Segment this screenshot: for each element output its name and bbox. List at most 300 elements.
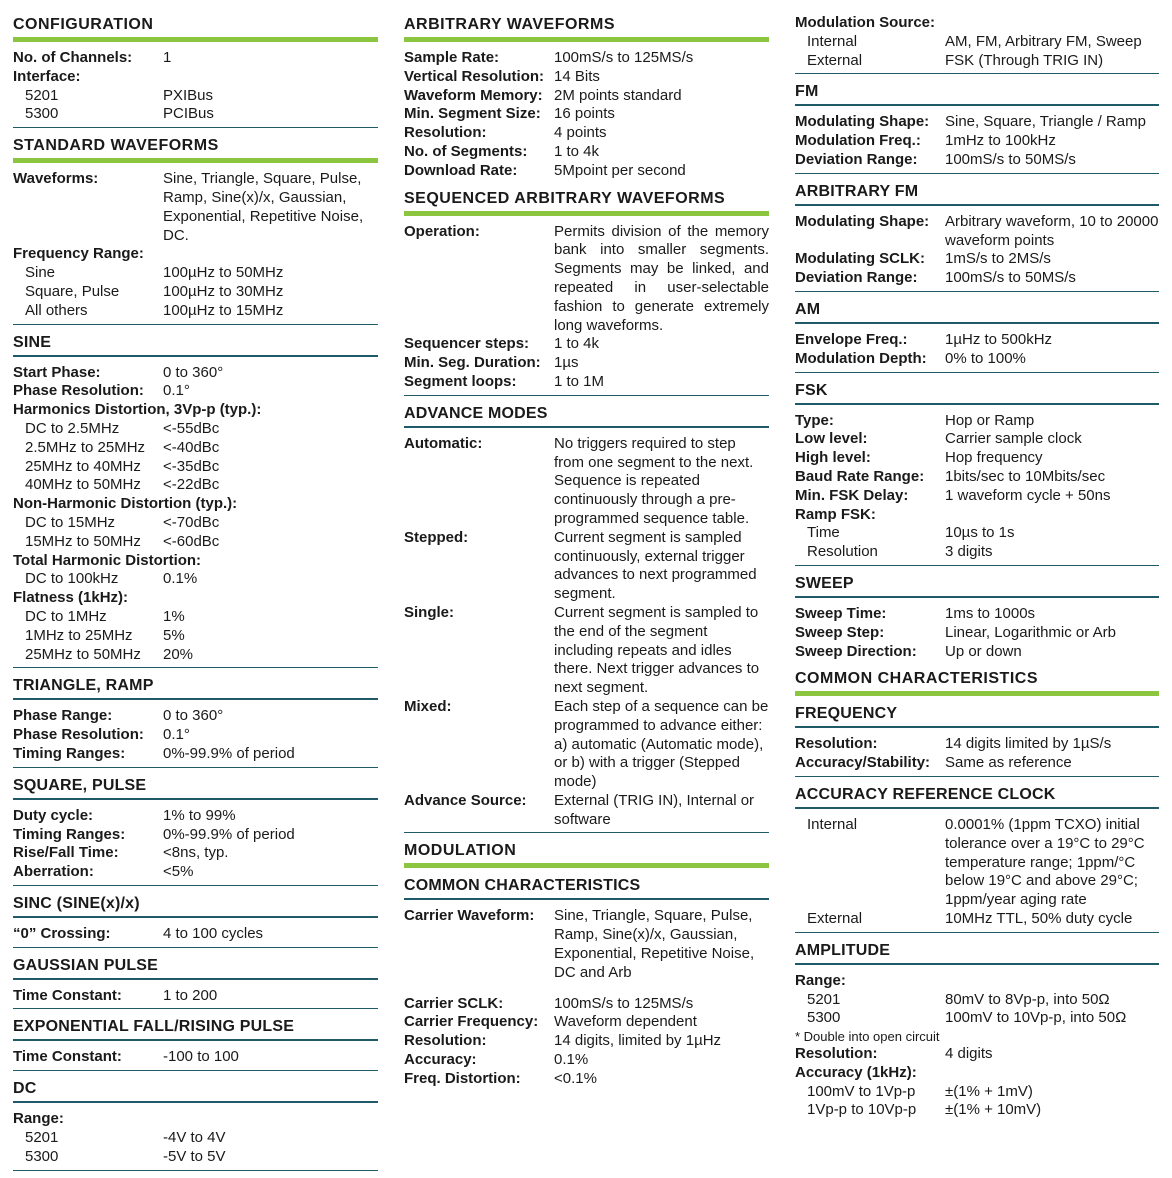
column-3 [795, 14, 1159, 1127]
spec-label: Sequencer steps: [404, 335, 530, 353]
spec-sublabel: 5201 [25, 86, 59, 104]
spec-value: <-40dBc [163, 438, 220, 456]
section-divider [795, 173, 1159, 174]
spec-row [13, 458, 378, 477]
spec-row [13, 87, 378, 106]
spec-sublabel: Square, Pulse [25, 282, 120, 300]
section-dc [13, 1078, 378, 1170]
teal-divider [13, 978, 378, 980]
spec-value: 100µHz to 50MHz [163, 264, 284, 282]
section-frequency [795, 703, 1159, 777]
spec-value: 1ms to 1000s [945, 604, 1036, 622]
spec-row [13, 170, 378, 245]
section-square-pulse [13, 775, 378, 886]
spec-value: 5Mpoint per second [554, 161, 686, 179]
spec-value: 100mV to 10Vp-p, into 50Ω [945, 1009, 1127, 1027]
spec-row [13, 1048, 378, 1067]
spec-value: -100 to 100 [163, 1048, 239, 1066]
spec-value: 1 to 200 [163, 986, 218, 1004]
spec-row [795, 643, 1159, 662]
spec-label: Mixed: [404, 697, 452, 715]
spec-value: 0% to 100% [945, 349, 1026, 367]
spec-value: Up or down [945, 642, 1022, 660]
spec-row [404, 49, 769, 68]
spec-row [795, 468, 1159, 487]
section-title: FREQUENCY [795, 705, 898, 723]
spec-label: Baud Rate Range: [795, 467, 925, 485]
spec-row [404, 373, 769, 392]
spec-label: Start Phase: [13, 363, 101, 381]
spec-value: <0.1% [554, 1069, 597, 1087]
spec-heading: Harmonics Distortion, 3Vp-p (typ.): [13, 401, 262, 419]
spec-value [163, 68, 378, 87]
spec-value: 100mS/s to 125MS/s [554, 994, 694, 1012]
teal-divider [13, 916, 378, 918]
spec-sublabel: Sine [25, 264, 56, 282]
section-divider [795, 372, 1159, 373]
spec-value: 1 to 1M [554, 372, 605, 390]
spec-label: Min. FSK Delay: [795, 486, 909, 504]
spec-value: Sine, Triangle, Square, Pulse, Ramp, Sine(x)/x, Gaussian, Exponential, Repetitive Noise, DC. [163, 170, 364, 244]
spec-row [795, 269, 1159, 288]
spec-label: Automatic: [404, 434, 483, 452]
section-divider [404, 832, 769, 833]
spec-row [13, 608, 378, 627]
spec-row [795, 754, 1159, 773]
spec-value: 14 digits, limited by 1µHz [554, 1032, 722, 1050]
section-title: ARBITRARY FM [795, 182, 919, 200]
spec-sublabel: External [807, 51, 863, 69]
spec-row [404, 354, 769, 373]
spec-label: Resolution: [404, 124, 487, 142]
spec-value: 0 to 360° [163, 363, 224, 381]
spec-row [13, 476, 378, 495]
spec-sublabel: 40MHz to 50MHz [25, 476, 141, 494]
spec-row [795, 449, 1159, 468]
spec-label: Modulating Shape: [795, 113, 930, 131]
spec-label: Min. Segment Size: [404, 105, 541, 123]
section-divider [795, 932, 1159, 933]
spec-value: Linear, Logarithmic or Arb [945, 623, 1116, 641]
section-arbitrary-waveforms [404, 14, 769, 181]
spec-value: 10µs to 1s [945, 524, 1015, 542]
spec-value: Current segment is sampled continuously, external trigger advances to next programmed segment. [554, 528, 757, 603]
spec-value: 0.1° [163, 726, 190, 744]
spec-label: Type: [795, 411, 834, 429]
spec-value: 5% [163, 626, 185, 644]
spec-row [13, 807, 378, 826]
spec-value: Waveform dependent [554, 1013, 697, 1031]
spec-value: Hop or Ramp [945, 411, 1035, 429]
spec-row [404, 162, 769, 181]
spec-sublabel: DC to 2.5MHz [25, 419, 120, 437]
spec-label: Low level: [795, 430, 868, 448]
section-divider [13, 1170, 378, 1171]
spec-row [795, 735, 1159, 754]
spec-label: Deviation Range: [795, 269, 918, 287]
spec-sublabel: 25MHz to 50MHz [25, 645, 141, 663]
spec-sublabel: 1Vp-p to 10Vp-p [807, 1101, 917, 1119]
spec-row [795, 624, 1159, 643]
spec-label: Time Constant: [13, 1048, 122, 1066]
green-divider [404, 863, 769, 868]
green-divider [795, 691, 1159, 696]
spec-row [13, 925, 378, 944]
spec-label: Accuracy/Stability: [795, 754, 931, 772]
section-configuration [13, 14, 378, 128]
section-title: FSK [795, 381, 828, 399]
spec-value: 100mS/s to 50MS/s [945, 269, 1076, 287]
spec-label: Carrier Waveform: [404, 907, 535, 925]
spec-row [795, 151, 1159, 170]
spec-row [404, 68, 769, 87]
spec-value: ±(1% + 1mV) [945, 1082, 1033, 1100]
spec-value: 1 to 4k [554, 142, 600, 160]
teal-divider [795, 322, 1159, 324]
section-title: FM [795, 83, 819, 101]
section-divider [404, 395, 769, 396]
spec-label: Carrier SCLK: [404, 994, 504, 1012]
spec-row [13, 987, 378, 1006]
spec-row [404, 792, 769, 830]
spec-value: 0%-99.9% of period [163, 744, 295, 762]
spec-row [404, 105, 769, 124]
spec-label: Resolution: [404, 1032, 487, 1050]
section-title: STANDARD WAVEFORMS [13, 137, 219, 155]
spec-row [795, 213, 1159, 251]
spec-label: No. of Segments: [404, 142, 528, 160]
spec-row [404, 1013, 769, 1032]
spec-label: Timing Ranges: [13, 825, 126, 843]
teal-divider [795, 204, 1159, 206]
spec-row [13, 105, 378, 124]
spec-row [795, 1045, 1159, 1064]
spec-label: Modulating Shape: [795, 212, 930, 230]
section-gaussian-pulse [13, 955, 378, 1010]
spec-label: Advance Source: [404, 791, 527, 809]
spec-row [13, 49, 378, 68]
spec-value: 100µHz to 30MHz [163, 282, 284, 300]
spec-value: 0.1% [163, 570, 198, 588]
column-2 [404, 14, 769, 1096]
spec-heading: Total Harmonic Distortion: [13, 551, 202, 569]
section-title: SINC (SINE(x)/x) [13, 894, 140, 912]
spec-label: High level: [795, 449, 871, 467]
spec-row [795, 331, 1159, 350]
spec-label: Sweep Step: [795, 623, 885, 641]
spec-value: ±(1% + 10mV) [945, 1101, 1042, 1119]
spec-sublabel: Internal [807, 815, 858, 833]
section-divider [795, 565, 1159, 566]
section-title: DC [13, 1080, 37, 1098]
teal-divider [795, 104, 1159, 106]
spec-row [13, 863, 378, 882]
spec-row [795, 605, 1159, 624]
spec-value: 1 waveform cycle + 50ns [945, 486, 1111, 504]
spec-sublabel: DC to 1MHz [25, 607, 107, 625]
spec-sublabel: DC to 100kHz [25, 570, 119, 588]
section-triangle-ramp [13, 675, 378, 767]
spec-sublabel: All others [25, 301, 88, 319]
spec-row [795, 910, 1159, 929]
column-1 [13, 14, 378, 1178]
spec-label: Operation: [404, 222, 480, 240]
green-divider [13, 158, 378, 163]
spec-label: Envelope Freq.: [795, 330, 908, 348]
spec-heading: Accuracy (1kHz): [795, 1063, 917, 1081]
spec-row [795, 816, 1159, 910]
spec-label: Resolution: [795, 1045, 878, 1063]
section-sine [13, 332, 378, 669]
spec-value: Current segment is sampled to the end of the segment including repeats and idles there. Next trigger advances to next segment. [554, 603, 760, 697]
section-arbitrary-fm [795, 181, 1159, 292]
section-divider [13, 1008, 378, 1009]
spec-row [13, 627, 378, 646]
spec-value: 1mS/s to 2MS/s [945, 250, 1051, 268]
section-title: AM [795, 300, 821, 318]
section-title: SEQUENCED ARBITRARY WAVEFORMS [404, 189, 726, 207]
spec-value: -4V to 4V [163, 1129, 226, 1147]
section-title: Modulation Source: [795, 14, 935, 31]
spec-heading: Non-Harmonic Distortion (typ.): [13, 495, 238, 513]
spec-row [13, 533, 378, 552]
spec-value: 4 to 100 cycles [163, 924, 264, 942]
spec-label: Phase Range: [13, 707, 113, 725]
spec-label: Sweep Time: [795, 604, 887, 622]
section-title: SWEEP [795, 574, 854, 592]
section-title: COMMON CHARACTERISTICS [404, 877, 641, 895]
spec-value: <-35dBc [163, 457, 220, 475]
spec-row [13, 68, 378, 87]
spec-value: <-55dBc [163, 419, 220, 437]
spec-value: 0.1° [163, 382, 190, 400]
section-title: TRIANGLE, RAMP [13, 677, 154, 695]
teal-divider [795, 726, 1159, 728]
section-divider [13, 324, 378, 325]
section-divider [13, 947, 378, 948]
section-title: MODULATION [404, 842, 517, 860]
spec-value: 1% [163, 607, 185, 625]
spec-value: Arbitrary waveform, 10 to 20000 waveform points [945, 212, 1159, 249]
spec-row [13, 302, 378, 321]
spec-value: <-22dBc [163, 476, 220, 494]
section-divider [795, 291, 1159, 292]
section-advance-modes [404, 403, 769, 834]
section-accuracy-reference-clock [795, 784, 1159, 933]
spec-row [13, 570, 378, 589]
spec-row [795, 412, 1159, 431]
spec-label: Interface: [13, 67, 81, 85]
section-title: GAUSSIAN PULSE [13, 956, 159, 974]
spec-row [404, 1032, 769, 1051]
section-fm [795, 81, 1159, 173]
spec-sublabel: Time [807, 524, 840, 542]
section-divider [13, 885, 378, 886]
spec-label: Deviation Range: [795, 150, 918, 168]
section-am [795, 299, 1159, 373]
spec-row [404, 698, 769, 792]
spec-value: 0%-99.9% of period [163, 825, 295, 843]
spec-label: Sweep Direction: [795, 642, 917, 660]
green-divider [404, 211, 769, 216]
spec-value: 4 digits [945, 1045, 993, 1063]
spec-row [13, 726, 378, 745]
spec-label: Single: [404, 603, 455, 621]
spec-value: 1 [163, 49, 172, 66]
spec-sublabel: Internal [807, 32, 858, 50]
spec-row [404, 124, 769, 143]
section-sequenced-arbitrary [404, 188, 769, 396]
spec-value: <5% [163, 863, 194, 881]
spec-row [795, 52, 1159, 71]
spec-row [795, 250, 1159, 269]
spec-value: Sine, Square, Triangle / Ramp [945, 113, 1146, 131]
spec-row [795, 33, 1159, 52]
green-divider [13, 37, 378, 42]
section-title: COMMON CHARACTERISTICS [795, 670, 1038, 688]
section-title: ARBITRARY WAVEFORMS [404, 16, 615, 33]
spec-label: Min. Seg. Duration: [404, 354, 541, 372]
spec-row [13, 420, 378, 439]
spec-value: 100µHz to 15MHz [163, 301, 284, 319]
spacer [404, 983, 769, 995]
spec-label: Time Constant: [13, 986, 122, 1004]
spec-label: Aberration: [13, 863, 94, 881]
spec-sublabel: External [807, 909, 863, 927]
spec-row [795, 543, 1159, 562]
teal-divider [795, 403, 1159, 405]
spec-label: Resolution: [795, 735, 878, 753]
spec-row [13, 283, 378, 302]
spec-value: 4 points [554, 124, 607, 142]
spec-label: Accuracy: [404, 1051, 477, 1069]
spec-sublabel: 5300 [25, 105, 59, 123]
spec-row [404, 995, 769, 1014]
spec-row [13, 382, 378, 401]
teal-divider [13, 355, 378, 357]
spec-row [404, 907, 769, 982]
spec-row [404, 1070, 769, 1089]
spec-value: 1% to 99% [163, 806, 236, 824]
spec-sublabel: DC to 15MHz [25, 513, 116, 531]
section-title: ADVANCE MODES [404, 404, 548, 422]
spec-row [404, 335, 769, 354]
spec-label: Modulating SCLK: [795, 250, 925, 268]
spec-value: AM, FM, Arbitrary FM, Sweep [945, 32, 1142, 50]
spec-label: Waveforms: [13, 170, 99, 188]
teal-divider [13, 698, 378, 700]
section-divider [13, 667, 378, 668]
spec-row [13, 264, 378, 283]
spec-row [404, 529, 769, 604]
section-title: CONFIGURATION [13, 16, 154, 33]
spec-row [13, 1148, 378, 1167]
section-standard-waveforms [13, 135, 378, 324]
spec-row [795, 1101, 1159, 1120]
spec-value: Carrier sample clock [945, 430, 1082, 448]
spec-label: Stepped: [404, 528, 469, 546]
section-sweep [795, 573, 1159, 661]
spec-label: Duty cycle: [13, 806, 94, 824]
spec-row [795, 430, 1159, 449]
spec-value: 100mS/s to 50MS/s [945, 150, 1076, 168]
spec-heading: Range: [795, 971, 846, 989]
spec-sublabel: 100mV to 1Vp-p [807, 1082, 916, 1100]
spec-value: No triggers required to step from one segment to the next. Sequence is repeated continuously through a pre-programmed sequence table. [554, 434, 754, 527]
spec-value: 1µHz to 500kHz [945, 330, 1053, 348]
spec-heading: Frequency Range: [13, 245, 144, 263]
spec-value: Permits division of the memory bank into smaller segments. Segments may be linked, and repeated in user-selectable fashion to generate extremely long waveforms. [554, 222, 769, 334]
footnote: * Double into open circuit [795, 1029, 940, 1045]
spec-value: Sine, Triangle, Square, Pulse, Ramp, Sine(x)/x, Gaussian, Exponential, Repetitive Noise, DC and Arb [554, 907, 755, 981]
spec-value: 1mHz to 100kHz [945, 132, 1056, 150]
spec-row [13, 826, 378, 845]
spec-heading: Range: [13, 1110, 64, 1128]
spec-label: Waveform Memory: [404, 86, 543, 104]
teal-divider [795, 807, 1159, 809]
spec-sublabel: 15MHz to 50MHz [25, 532, 141, 550]
spec-label: Segment loops: [404, 372, 517, 390]
spec-label: Carrier Frequency: [404, 1013, 539, 1031]
spec-label: “0” Crossing: [13, 924, 111, 942]
spec-row [13, 844, 378, 863]
section-common-characteristics-mod [404, 875, 769, 1088]
teal-divider [13, 1101, 378, 1103]
spec-row [404, 143, 769, 162]
spec-row [404, 435, 769, 529]
spec-value: 14 digits limited by 1µS/s [945, 735, 1112, 753]
spec-row [404, 604, 769, 698]
spec-value: FSK (Through TRIG IN) [945, 51, 1104, 69]
teal-divider [404, 426, 769, 428]
spec-row [13, 707, 378, 726]
spec-value: 0.0001% (1ppm TCXO) initial tolerance over a 19°C to 29°C temperature range; 1ppm/°C below 19°C and above 29°C; 1ppm/year aging rate [945, 815, 1145, 909]
spec-label: Phase Resolution: [13, 726, 144, 744]
spec-sublabel: 5201 [25, 1129, 59, 1147]
teal-divider [404, 898, 769, 900]
section-title: EXPONENTIAL FALL/RISING PULSE [13, 1018, 295, 1036]
spec-value: 1 to 4k [554, 335, 600, 353]
spec-label: Phase Resolution: [13, 382, 144, 400]
spec-value: 14 Bits [554, 67, 600, 85]
spec-value: Same as reference [945, 754, 1072, 772]
spec-value: 100mS/s to 125MS/s [554, 49, 694, 66]
section-exponential-pulse [13, 1016, 378, 1071]
spec-value: PCIBus [163, 105, 214, 123]
spec-value: Each step of a sequence can be programmed to advance either: a) automatic (Automatic mode), or b) with a trigger (Stepped mode) [554, 697, 769, 791]
section-sinc [13, 893, 378, 948]
spec-label: Modulation Freq.: [795, 132, 921, 150]
spec-row [795, 132, 1159, 151]
teal-divider [795, 963, 1159, 965]
spec-label: Modulation Depth: [795, 349, 927, 367]
green-divider [404, 37, 769, 42]
spec-row [795, 113, 1159, 132]
spec-value: <8ns, typ. [163, 844, 229, 862]
spec-row [13, 1129, 378, 1148]
teal-divider [13, 798, 378, 800]
spec-sublabel: 25MHz to 40MHz [25, 457, 141, 475]
spec-row [13, 514, 378, 533]
section-common-characteristics [795, 668, 1159, 696]
spec-label: No. of Channels: [13, 49, 133, 66]
spec-sublabel: Resolution [807, 543, 878, 561]
section-title: SINE [13, 333, 52, 351]
spec-value: <-70dBc [163, 513, 220, 531]
section-title: ACCURACY REFERENCE CLOCK [795, 785, 1056, 803]
spec-value: 2M points standard [554, 86, 682, 104]
spec-row [13, 646, 378, 665]
